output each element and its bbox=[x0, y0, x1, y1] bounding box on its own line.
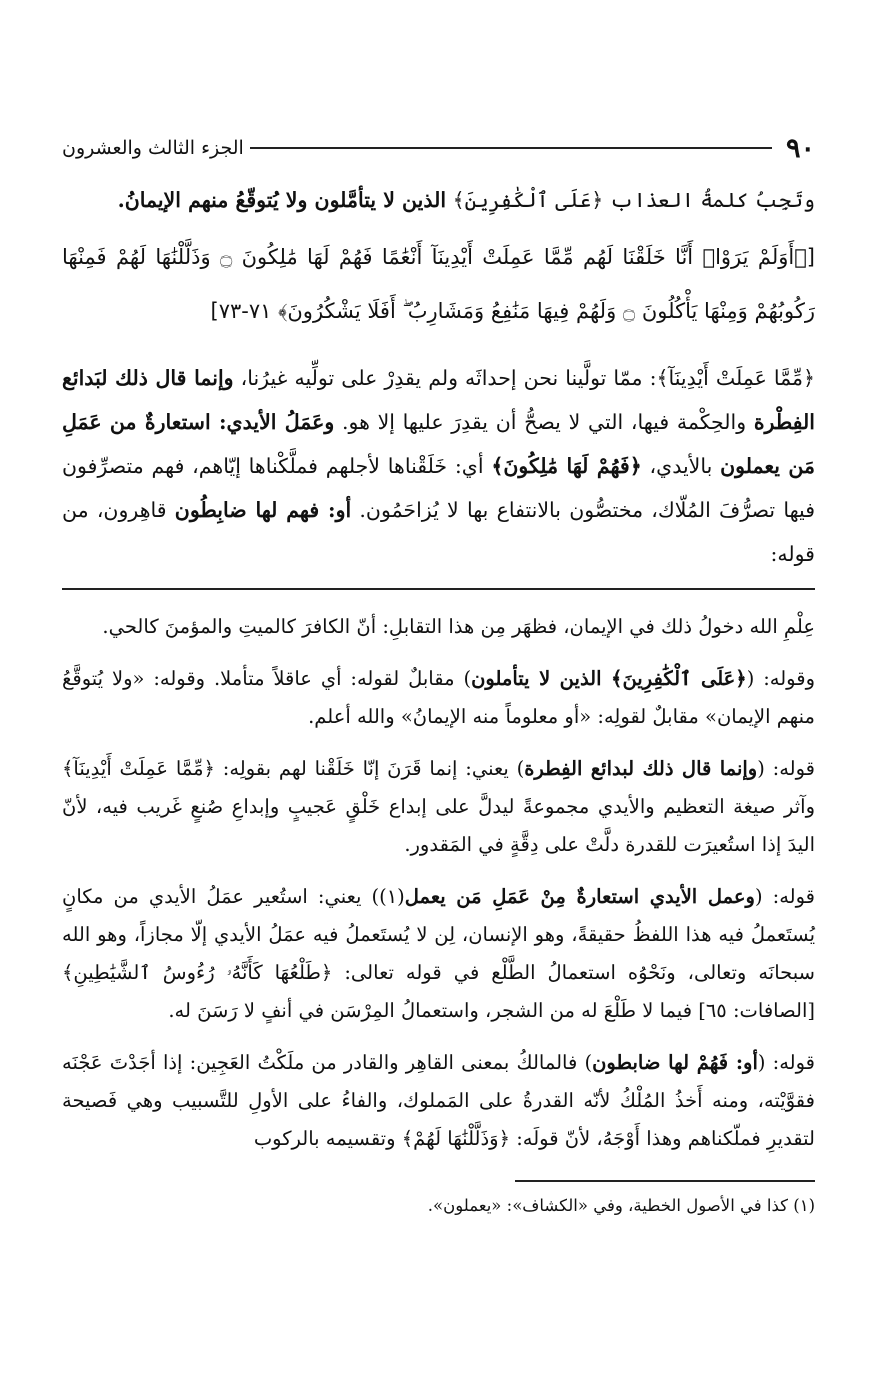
part-title: الجزء الثالث والعشرون bbox=[62, 137, 244, 159]
text-run: أي: خَلَقْناها لأجلهم فملَّكْناها إيّاهم، فهم متصرِّفون فيها تصرُّفَ المُلّاك، مختصُّون بالانتفاع بها لا يُزاحَمُون. bbox=[62, 454, 816, 522]
commentary-paragraph-4 bbox=[62, 878, 815, 1030]
commentary-paragraph-3 bbox=[62, 750, 815, 864]
bold-run: الذين لا يتأمَّلون ولا يُتوقّعُ منهم الإيمانُ. bbox=[117, 188, 447, 212]
bold-run: أو: فهم لها ضابِطُون bbox=[174, 498, 352, 522]
text-run: ﴿مِّمَّا عَمِلَتْ أَيْدِينَآ﴾: ممّا تولَّينا نحن إحداثَه ولم يقدِرْ على تولِّيه غيرُنا، bbox=[233, 366, 816, 390]
commentary-paragraph-1: عِلْمِ الله دخولُ ذلك في الإيمان، فظهَر مِن هذا التقابلِ: أنّ الكافرَ كالميتِ والمؤمنَ كالحي. bbox=[102, 615, 815, 638]
commentary-separator bbox=[62, 588, 815, 590]
running-header bbox=[62, 128, 815, 168]
bold-run: وعَمَلُ الأيدي: استعارةٌ من عَمَلِ مَن يعملون bbox=[62, 410, 815, 478]
text-run: والحِكْمة فيها، التي لا يصحُّ أن يقدِرَ عليها إلا هو. bbox=[334, 410, 754, 434]
text-run: قوله: ( bbox=[757, 1051, 816, 1074]
text-run: وقوله: ( bbox=[746, 667, 815, 690]
main-paragraph-1 bbox=[62, 178, 815, 222]
main-text bbox=[62, 178, 815, 576]
footnote: (١) كذا في الأصول الخطية، وفي «الكشاف»: «يعملون». bbox=[427, 1196, 815, 1215]
quran-verse: [﴿أَوَلَمْ يَرَوْا۟ أَنَّا خَلَقْنَا لَهُم مِّمَّا عَمِلَتْ أَيْدِينَآ أَنْعَٰمًا فَهُمْ لَهَا مَٰلِكُونَ ۝ وَذَلَّلْنَٰهَا لَهُمْ فَمِنْهَا رَكُوبُهُمْ وَمِنْهَا يَأْكُلُونَ ۝ وَلَهُمْ فِيهَا مَنَٰفِعُ وَمَشَارِبُ ۖ أَفَلَا يَشْكُرُونَ﴾ ٧١-٧٣] bbox=[62, 245, 815, 323]
text-run: ) فالمالكُ بمعنى القاهِر والقادر من ملَكْتُ العَجِين: إذا أجَدْتَ عَجْنَه فقوَّيْته، ومنه أَخذُ المُلْكُ لأنّه القدرةُ على المَملوك، والفاءُ على الأولِ للتَّسبيب وهي فَصيحة لتقديرِ فملّكناهم وهذا أَوْجَهُ، لأنّ قولَه: ﴿وَذَلَّلْنَٰهَا لَهُمْ﴾ وتقسيمه بالركوب bbox=[62, 1051, 815, 1150]
page-number: ٩٠ bbox=[785, 132, 815, 164]
bold-run: وإنما قال ذلك لبدائع الفِطرة bbox=[524, 757, 758, 780]
commentary-paragraph-5 bbox=[62, 1044, 815, 1158]
bold-run: ﴿عَلَى ٱلْكَٰفِرِينَ﴾ الذين لا يتأملون bbox=[471, 667, 747, 690]
text-run: قاهِرون، من قوله: bbox=[62, 498, 815, 566]
text-run: وتَجِبُ كلمةُ العذاب ﴿عَلَى ٱلْكَٰفِرِينَ﴾ bbox=[446, 188, 815, 212]
text-run: قوله: ( bbox=[757, 757, 815, 780]
text-run: ) يعني: إنما قَرَنَ إنّا خَلَقْنا لهم بقولِه: ﴿مِّمَّا عَمِلَتْ أَيْدِينَآ﴾ وآثر صيغة التعظيم والأيدي مجموعةً ليدلَّ على إبداع خَلْقٍ عَجيبٍ وإبداعِ صُنعٍ غَريب فيه، لأنّ اليدَ إذا استُعيرَت للقدرة دلَّتْ على دِقَّةٍ في المَقدور. bbox=[62, 757, 815, 856]
commentary-paragraph-2 bbox=[62, 660, 815, 736]
text-run: قوله: ( bbox=[754, 885, 815, 908]
commentary bbox=[62, 608, 815, 1158]
main-paragraph-3 bbox=[62, 356, 815, 576]
text-run: بالأيدي، bbox=[641, 454, 721, 478]
bold-run: وعمل الأيدي استعارةٌ مِنْ عَمَلِ مَن يعمل bbox=[404, 885, 755, 908]
header-rule bbox=[250, 147, 772, 149]
bold-run: وإنما قال ذلك لبَدائع الفِطْرة bbox=[62, 366, 815, 434]
bold-run: أو: فَهُمْ لها ضابطون bbox=[592, 1051, 758, 1074]
text-run: (١)) يعني: استُعير عمَلُ الأيدي من مكانٍ يُستَعملُ فيه هذا اللفظُ حقيقةً، وهو الإنسان، لِن لا يُستَعملُ فيه عمَلُ الأيدي إلّا مجازاً، وهو الله سبحانَه وتعالى، ونَحْوُه استعمالُ الطَّلْع في قوله تعالى: ﴿طَلْعُهَا كَأَنَّهُۥ رُءُوسُ ٱلشَّيَٰطِينِ﴾ [الصافات: ٦٥] فيما لا طَلْعَ له من الشجر، واستعمالُ المِرْسَن في أنفٍ لا رَسَنَ له. bbox=[62, 885, 815, 1022]
bold-run: ﴿فَهُمْ لَهَا مَٰلِكُونَ﴾ bbox=[491, 454, 642, 478]
footnote-separator bbox=[515, 1180, 815, 1182]
text-run: ) مقابلٌ لقوله: أي عاقلاً متأملا. وقوله: «ولا يُتوقَّعُ منهم الإيمان» مقابلٌ لقولِه: «أو معلوماً منه الإيمانُ» والله أعلم. bbox=[62, 667, 815, 728]
